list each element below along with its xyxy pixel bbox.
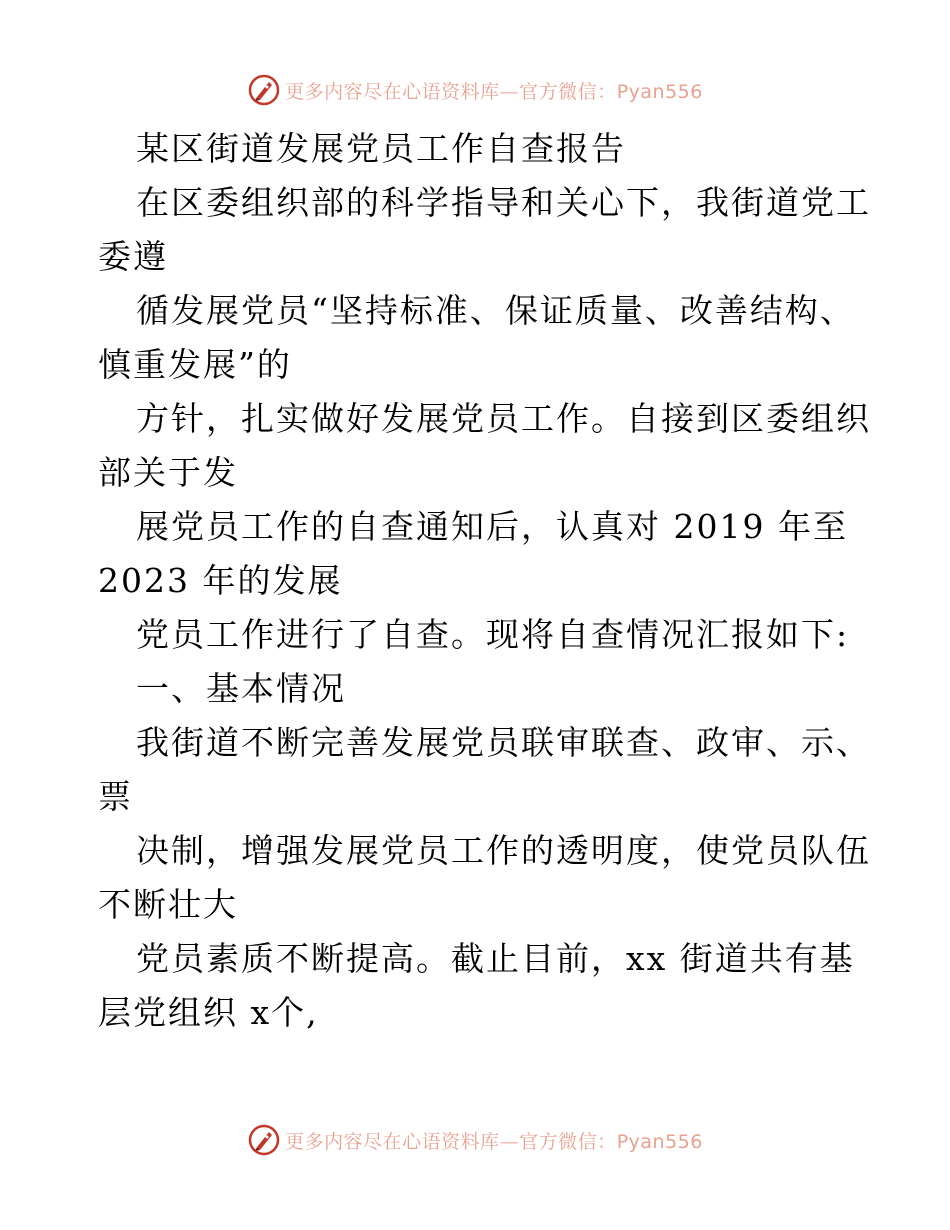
text-line: 票 — [98, 777, 133, 816]
document-title: 某区街道发展党员工作自查报告 — [136, 129, 626, 168]
text-line: 不断壮大 — [98, 885, 238, 924]
text-line: 方针，扎实做好发展党员工作。自接到区委组织 — [136, 399, 871, 438]
text-line: 党员素质不断提高。截止目前，xx 街道共有基 — [136, 939, 855, 978]
watermark-text: 更多内容尽在心语资料库—官方微信：Pyan556 — [285, 80, 703, 103]
text-line: 层党组织 x个, — [98, 993, 319, 1032]
document-body — [98, 122, 898, 1040]
watermark-text: 更多内容尽在心语资料库—官方微信：Pyan556 — [285, 1130, 703, 1153]
text-line: 委遵 — [98, 237, 168, 276]
text-line: 在区委组织部的科学指导和关心下，我街道党工 — [136, 183, 871, 222]
text-line: 一、基本情况 — [136, 669, 346, 708]
text-line: 展党员工作的自查通知后，认真对 2019 年至 — [136, 507, 848, 546]
header-watermark — [0, 70, 950, 110]
text-line: 我街道不断完善发展党员联审联查、政审、示、 — [136, 723, 871, 762]
text-line: 循发展党员“坚持标准、保证质量、改善结构、 — [136, 291, 855, 330]
footer-watermark — [0, 1120, 950, 1160]
text-line: 2023 年的发展 — [98, 561, 343, 600]
pen-nib-seal-icon — [247, 73, 281, 107]
text-line: 党员工作进行了自查。现将自查情况汇报如下: — [136, 615, 850, 654]
text-line: 慎重发展”的 — [98, 345, 292, 384]
text-line: 决制，增强发展党员工作的透明度，使党员队伍 — [136, 831, 871, 870]
pen-nib-seal-icon — [247, 1123, 281, 1157]
text-line: 部关于发 — [98, 453, 238, 492]
